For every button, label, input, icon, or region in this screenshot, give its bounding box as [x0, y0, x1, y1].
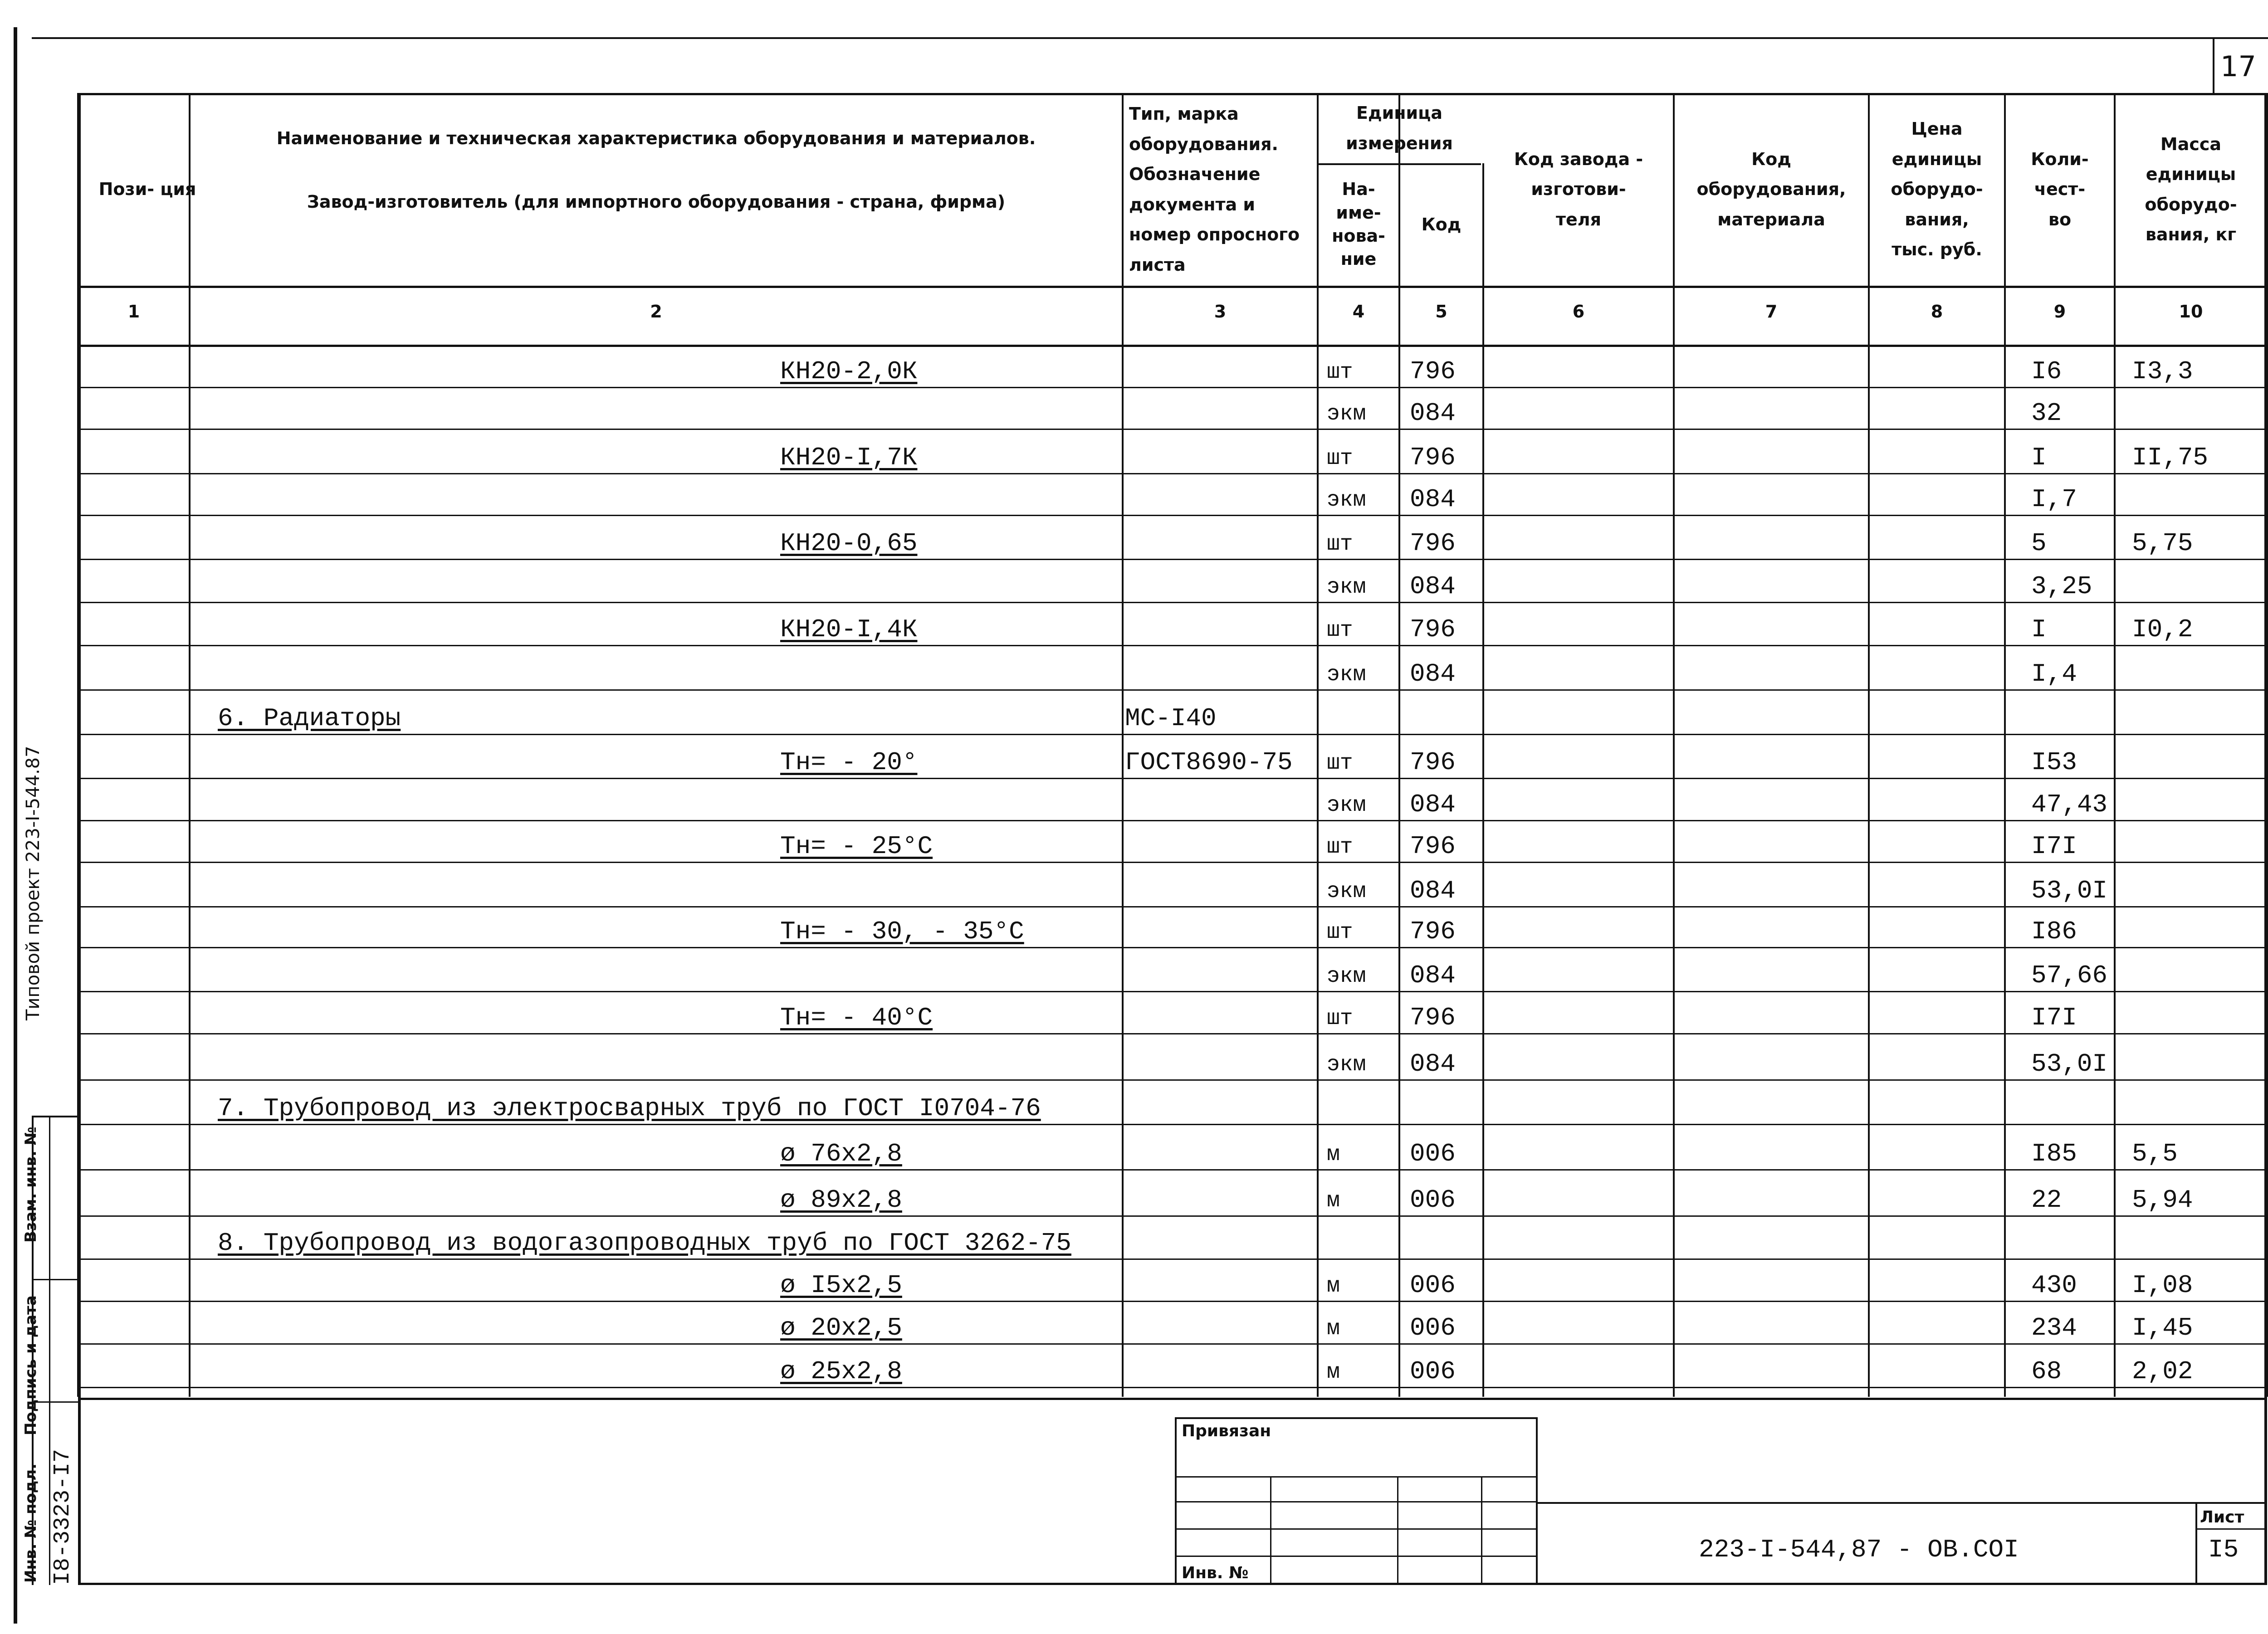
- row-code: 084: [1410, 399, 1456, 428]
- row-code: 006: [1410, 1271, 1456, 1300]
- row-name: КН20-I,4К: [780, 615, 918, 644]
- row-quantity: 53,0I: [2031, 1049, 2108, 1078]
- row-unit: шт: [1327, 920, 1353, 945]
- row-line: [78, 602, 2267, 603]
- row-code: 084: [1410, 572, 1456, 601]
- stamp-line: [1175, 1501, 1538, 1502]
- row-line: [78, 559, 2267, 560]
- row-unit: шт: [1327, 835, 1353, 859]
- row-mass: I,45: [2132, 1313, 2193, 1342]
- row-line: [78, 1079, 2267, 1081]
- row-name: ø 20х2,5: [780, 1313, 902, 1342]
- stamp-line: [1481, 1476, 1482, 1585]
- sheet-label: Лист: [2200, 1508, 2244, 1527]
- row-quantity: 57,66: [2031, 961, 2108, 990]
- row-line: [78, 778, 2267, 779]
- row-name: 7. Трубопровод из электросварных труб по ГОСТ I0704-76: [218, 1094, 1041, 1123]
- row-line: [78, 906, 2267, 907]
- row-quantity: I85: [2031, 1139, 2077, 1168]
- margin-line: [32, 1116, 78, 1117]
- row-code: 006: [1410, 1139, 1456, 1168]
- column-number: 4: [1352, 302, 1365, 322]
- row-unit: м: [1327, 1189, 1340, 1213]
- column-line: [1868, 93, 1870, 1397]
- stamp-line: [1270, 1476, 1271, 1585]
- column-line: [2004, 93, 2006, 1397]
- row-line: [78, 387, 2267, 388]
- header-quantity: Коли- чест- во: [2031, 149, 2089, 229]
- row-unit: шт: [1327, 618, 1353, 643]
- row-line: [78, 1387, 2267, 1388]
- row-quantity: 47,43: [2031, 790, 2108, 819]
- row-code: 796: [1410, 748, 1456, 777]
- row-unit: шт: [1327, 532, 1353, 556]
- row-code: 796: [1410, 917, 1456, 946]
- row-code: 084: [1410, 1049, 1456, 1078]
- column-number: 3: [1214, 302, 1227, 322]
- margin-line: [32, 1279, 78, 1280]
- row-mass: I0,2: [2132, 615, 2193, 644]
- row-name: КН20-2,0К: [780, 357, 918, 386]
- row-unit: экм: [1327, 575, 1366, 600]
- row-type: МС-I40: [1125, 704, 1217, 733]
- row-code: 796: [1410, 832, 1456, 861]
- row-quantity: I: [2031, 443, 2047, 472]
- stamp-line: [2195, 1502, 2197, 1585]
- column-line: [1482, 163, 1484, 1397]
- row-unit: м: [1327, 1317, 1340, 1341]
- column-line: [189, 93, 191, 1397]
- row-unit: шт: [1327, 751, 1353, 776]
- row-mass: I,08: [2132, 1271, 2193, 1300]
- row-quantity: I6: [2031, 357, 2062, 386]
- row-line: [78, 820, 2267, 821]
- row-unit: шт: [1327, 360, 1353, 385]
- row-line: [78, 862, 2267, 863]
- column-number: 6: [1572, 302, 1585, 322]
- row-name: Тн= - 40°С: [780, 1003, 933, 1032]
- row-code: 084: [1410, 961, 1456, 990]
- header-bottom-line: [78, 286, 2267, 288]
- stamp-line: [1175, 1417, 1538, 1419]
- stamp-line: [1175, 1528, 1538, 1530]
- row-quantity: 234: [2031, 1313, 2077, 1342]
- row-line: [78, 1169, 2267, 1171]
- row-quantity: I53: [2031, 748, 2077, 777]
- row-code: 796: [1410, 529, 1456, 558]
- row-line: [78, 947, 2267, 948]
- header-type: Тип, марка оборудования. Обозначение документа и номер опросного листа: [1129, 104, 1300, 275]
- row-quantity: 32: [2031, 399, 2062, 428]
- column-line: [1398, 93, 1400, 1397]
- row-unit: экм: [1327, 1053, 1366, 1077]
- row-unit: м: [1327, 1274, 1340, 1298]
- column-number: 2: [650, 302, 662, 322]
- row-quantity: 22: [2031, 1185, 2062, 1215]
- vzam-inv-label: Взам. инв. №: [22, 1127, 40, 1243]
- inv-no-label: Инв. №: [1182, 1564, 1249, 1582]
- row-unit: м: [1327, 1142, 1340, 1167]
- outer-bottom-line: [78, 1583, 2267, 1585]
- number-row-bottom-line: [78, 345, 2267, 347]
- row-quantity: I,7: [2031, 485, 2077, 514]
- header-name-line1: Наименование и техническая характеристика оборудования и материалов.: [276, 128, 1036, 148]
- row-mass: I3,3: [2132, 357, 2193, 386]
- row-line: [78, 515, 2267, 516]
- top-page-number: 17: [2220, 50, 2256, 83]
- row-name: ø 89х2,8: [780, 1185, 902, 1215]
- project-label: Типовой проект 223-I-544.87: [23, 746, 44, 1020]
- column-line: [1122, 93, 1124, 1397]
- row-name: КН20-I,7К: [780, 443, 918, 472]
- row-code: 084: [1410, 485, 1456, 514]
- row-mass: 5,75: [2132, 529, 2193, 558]
- row-quantity: I7I: [2031, 1003, 2077, 1032]
- sheet-number: I5: [2208, 1535, 2239, 1564]
- header-mass: Масса единицы оборудо- вания, кг: [2145, 134, 2237, 244]
- left-binding-line: [14, 27, 17, 1624]
- table-bottom-line: [78, 1398, 2267, 1400]
- header-name-line2: Завод-изготовитель (для импортного оборудования - страна, фирма): [307, 191, 1006, 212]
- row-line: [78, 689, 2267, 691]
- row-mass: 5,94: [2132, 1185, 2193, 1215]
- row-quantity: 53,0I: [2031, 876, 2108, 905]
- row-code: 006: [1410, 1313, 1456, 1342]
- header-unit-code: Код: [1421, 214, 1461, 234]
- row-line: [78, 1343, 2267, 1345]
- row-name: 8. Трубопровод из водогазопроводных труб по ГОСТ 3262-75: [218, 1229, 1071, 1258]
- row-unit: экм: [1327, 663, 1366, 687]
- row-mass: 5,5: [2132, 1139, 2178, 1168]
- row-line: [78, 1215, 2267, 1217]
- row-code: 084: [1410, 659, 1456, 688]
- column-number: 1: [127, 302, 140, 322]
- sign-date-label: Подпись и дата: [22, 1295, 40, 1435]
- row-quantity: 430: [2031, 1271, 2077, 1300]
- row-line: [78, 1033, 2267, 1034]
- column-line: [2114, 93, 2116, 1397]
- row-code: 084: [1410, 790, 1456, 819]
- row-type: ГОСТ8690-75: [1125, 748, 1293, 777]
- header-position: Пози- ция: [98, 179, 196, 200]
- column-line: [1317, 93, 1319, 1397]
- row-line: [78, 645, 2267, 646]
- row-mass: II,75: [2132, 443, 2209, 472]
- inv-podl-label: Инв. № подл.: [22, 1463, 40, 1583]
- row-code: 084: [1410, 876, 1456, 905]
- row-line: [78, 429, 2267, 430]
- column-number: 8: [1931, 302, 1943, 322]
- row-unit: шт: [1327, 446, 1353, 471]
- row-quantity: 3,25: [2031, 572, 2092, 601]
- row-line: [78, 734, 2267, 735]
- row-code: 796: [1410, 357, 1456, 386]
- page-number-box-left: [2213, 39, 2214, 93]
- row-line: [78, 473, 2267, 474]
- row-name: КН20-0,65: [780, 529, 918, 558]
- header-equipment-code: Код оборудования, материала: [1696, 149, 1846, 229]
- row-unit: экм: [1327, 964, 1366, 989]
- row-unit: экм: [1327, 793, 1366, 818]
- header-unit-group: Единица измерения: [1346, 103, 1453, 153]
- row-quantity: I,4: [2031, 659, 2077, 688]
- row-name: Тн= - 25°С: [780, 832, 933, 861]
- row-name: ø 25х2,8: [780, 1357, 902, 1386]
- row-unit: экм: [1327, 402, 1366, 426]
- column-number: 9: [2053, 302, 2066, 322]
- row-quantity: I7I: [2031, 832, 2077, 861]
- inv-number: I8-3323-I7: [50, 1449, 76, 1585]
- row-quantity: I: [2031, 615, 2047, 644]
- stamp-line: [1175, 1476, 1538, 1478]
- column-number: 10: [2179, 302, 2203, 322]
- row-name: 6. Радиаторы: [218, 704, 401, 733]
- row-quantity: 5: [2031, 529, 2047, 558]
- row-code: 006: [1410, 1357, 1456, 1386]
- column-line: [1673, 93, 1675, 1397]
- document-code: 223-I-544,87 - ОВ.СОI: [1699, 1535, 2019, 1564]
- row-code: 006: [1410, 1185, 1456, 1215]
- row-code: 796: [1410, 1003, 1456, 1032]
- row-code: 796: [1410, 443, 1456, 472]
- row-unit: м: [1327, 1360, 1340, 1385]
- row-mass: 2,02: [2132, 1357, 2193, 1386]
- row-name: ø I5х2,5: [780, 1271, 902, 1300]
- stamp-line: [1538, 1502, 2267, 1504]
- row-line: [78, 1124, 2267, 1125]
- header-unit-name: На- име- нова- ние: [1332, 179, 1385, 269]
- row-name: Тн= - 20°: [780, 748, 918, 777]
- row-line: [78, 1301, 2267, 1302]
- row-code: 796: [1410, 615, 1456, 644]
- top-frame-line: [32, 37, 2268, 39]
- row-quantity: 68: [2031, 1357, 2062, 1386]
- row-line: [78, 991, 2267, 992]
- stamp-line: [2195, 1528, 2267, 1530]
- stamp-line: [1397, 1476, 1398, 1585]
- row-unit: экм: [1327, 488, 1366, 512]
- column-number: 5: [1435, 302, 1447, 322]
- row-name: ø 76х2,8: [780, 1139, 902, 1168]
- header-price: Цена единицы оборудо- вания, тыс. руб.: [1891, 119, 1983, 260]
- stamp-line: [1175, 1556, 1538, 1557]
- row-quantity: I86: [2031, 917, 2077, 946]
- header-factory-code: Код завода - изготови- теля: [1514, 149, 1643, 229]
- column-number: 7: [1765, 302, 1778, 322]
- row-unit: экм: [1327, 879, 1366, 904]
- privyazan-label: Привязан: [1182, 1422, 1271, 1440]
- row-name: Тн= - 30, - 35°С: [780, 917, 1024, 946]
- row-line: [78, 1258, 2267, 1260]
- row-unit: шт: [1327, 1006, 1353, 1031]
